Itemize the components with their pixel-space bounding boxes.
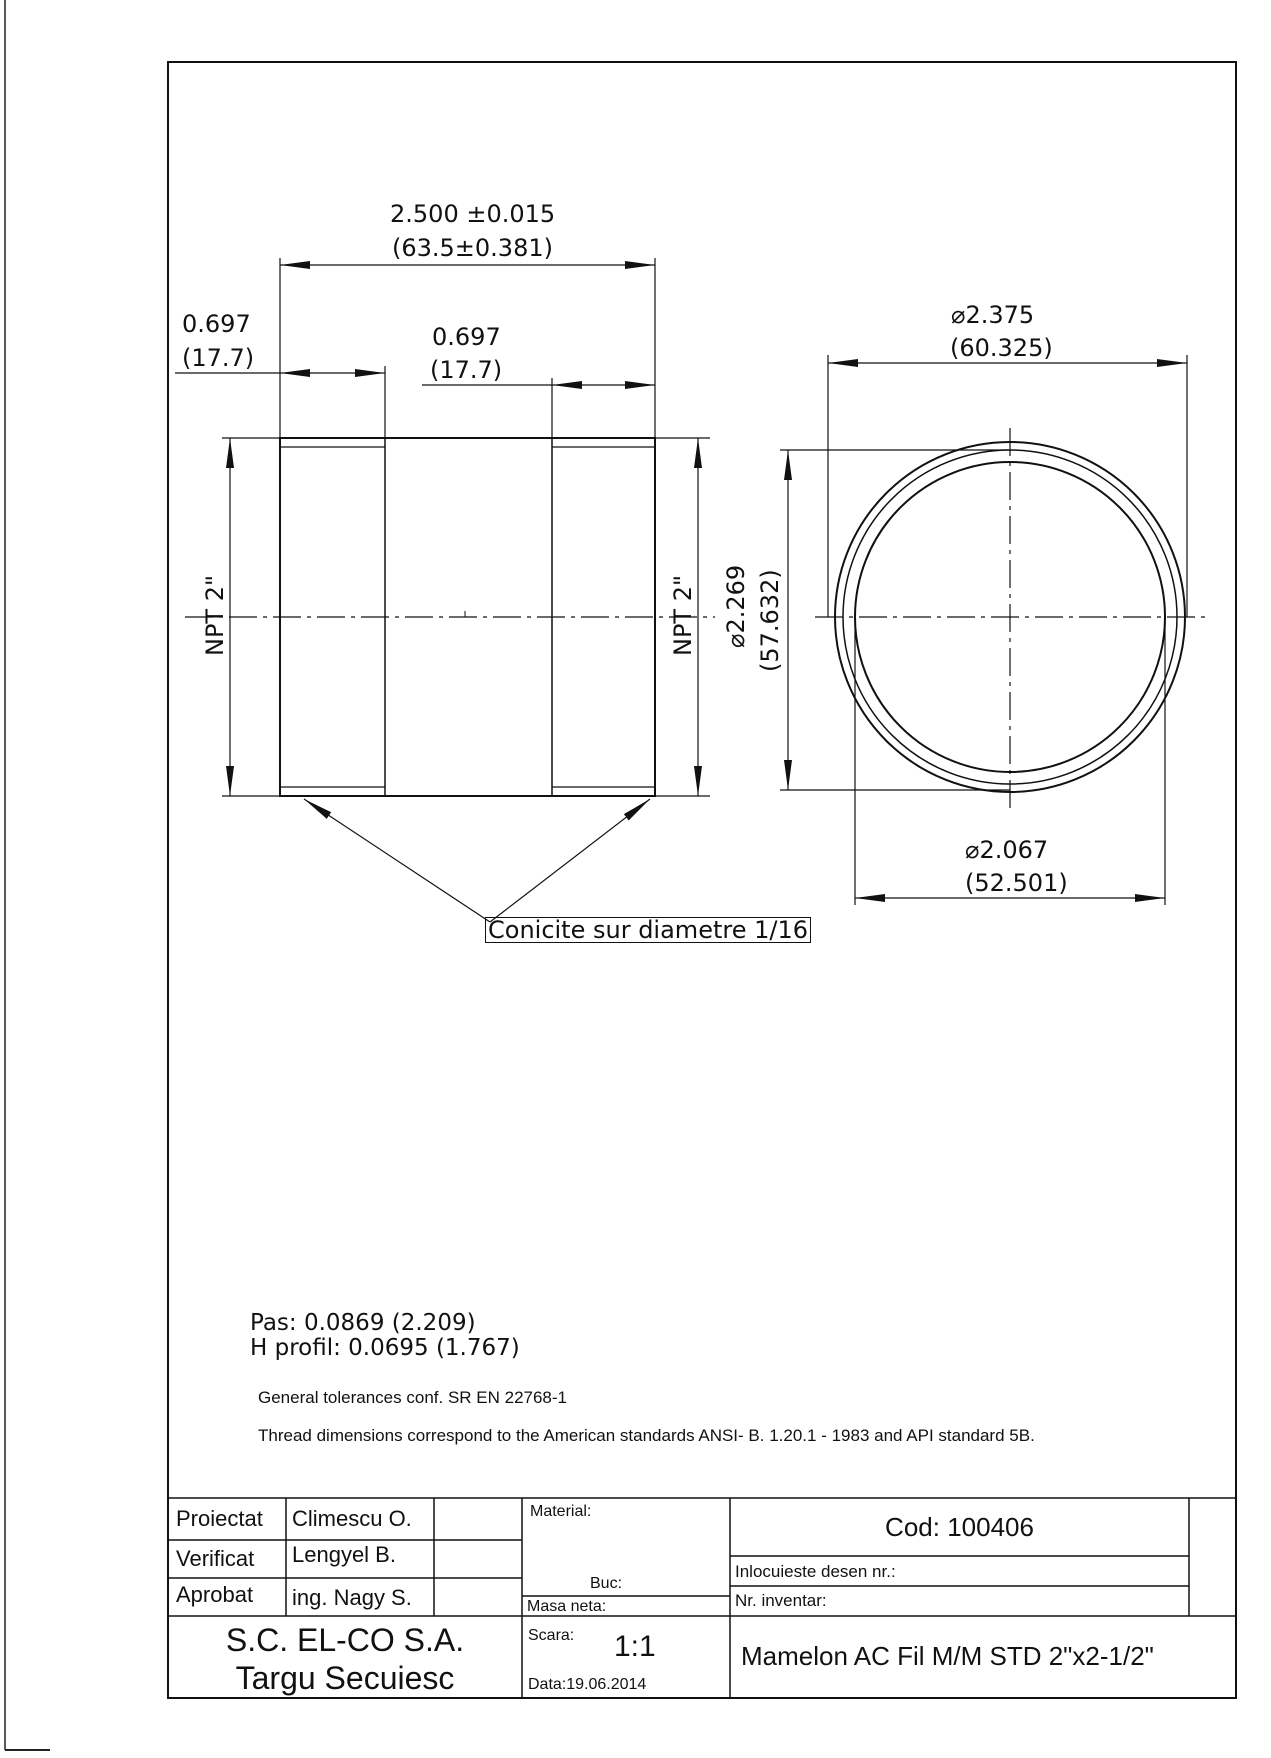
inventory-label: Nr. inventar: <box>735 1591 827 1610</box>
left-thread-length-mm-label: (17.7) <box>182 344 255 372</box>
checked-label: Verificat <box>176 1546 255 1571</box>
net-mass-label: Masa neta: <box>527 1598 607 1615</box>
outer-diameter-label: ⌀2.375 <box>951 301 1035 329</box>
inner-diameter-mm-label: (52.501) <box>965 869 1068 897</box>
pitch-note: Pas: 0.0869 (2.209) <box>250 1310 476 1336</box>
thread-diameter-label: ⌀2.269 <box>722 564 750 648</box>
pieces-label: Buc: <box>590 1575 623 1592</box>
scale-value: 1:1 <box>614 1630 656 1663</box>
overall-length-mm-label: (63.5±0.381) <box>392 234 553 262</box>
designed-label: Proiectat <box>176 1506 263 1531</box>
taper-leader-left <box>304 799 490 922</box>
end-view <box>780 355 1205 905</box>
right-npt-label: NPT 2" <box>669 574 697 656</box>
company-name: S.C. EL-CO S.A. <box>225 1622 465 1658</box>
tolerances-note: General tolerances conf. SR EN 22768-1 <box>258 1388 568 1407</box>
taper-note: Conicite sur diametre 1/16 <box>485 917 811 943</box>
left-npt-label: NPT 2" <box>201 574 229 656</box>
thread-diameter-mm-label: (57.632) <box>756 569 784 672</box>
drawing-frame <box>168 62 1236 1698</box>
profile-height-note: H profil: 0.0695 (1.767) <box>250 1335 520 1361</box>
designed-by: Climescu O. <box>292 1506 412 1531</box>
standards-note: Thread dimensions correspond to the American standards ANSI- B. 1.20.1 - 1983 and API standard 5B. <box>258 1426 1035 1445</box>
checked-by: Lengyel B. <box>292 1542 396 1567</box>
company-city: Targu Secuiesc <box>235 1660 455 1696</box>
scale-label: Scara: <box>528 1627 575 1644</box>
right-thread-length-label: 0.697 <box>432 323 501 351</box>
left-thread-length-label: 0.697 <box>182 310 251 338</box>
right-thread-length-mm-label: (17.7) <box>430 356 503 384</box>
drawing-code: Cod: 100406 <box>885 1512 1034 1542</box>
outer-diameter-mm-label: (60.325) <box>950 334 1053 362</box>
part-name: Mamelon AC Fil M/M STD 2"x2-1/2" <box>741 1641 1154 1671</box>
overall-length-label: 2.500 ±0.015 <box>390 200 556 228</box>
material-label: Material: <box>530 1503 592 1520</box>
approved-label: Aprobat <box>176 1582 254 1607</box>
inner-diameter-label: ⌀2.067 <box>965 836 1049 864</box>
approved-by: ing. Nagy S. <box>292 1585 412 1610</box>
taper-leader-right <box>490 799 650 922</box>
replaces-label: Inlocuieste desen nr.: <box>735 1562 896 1581</box>
date-label: Data:19.06.2014 <box>528 1676 647 1693</box>
